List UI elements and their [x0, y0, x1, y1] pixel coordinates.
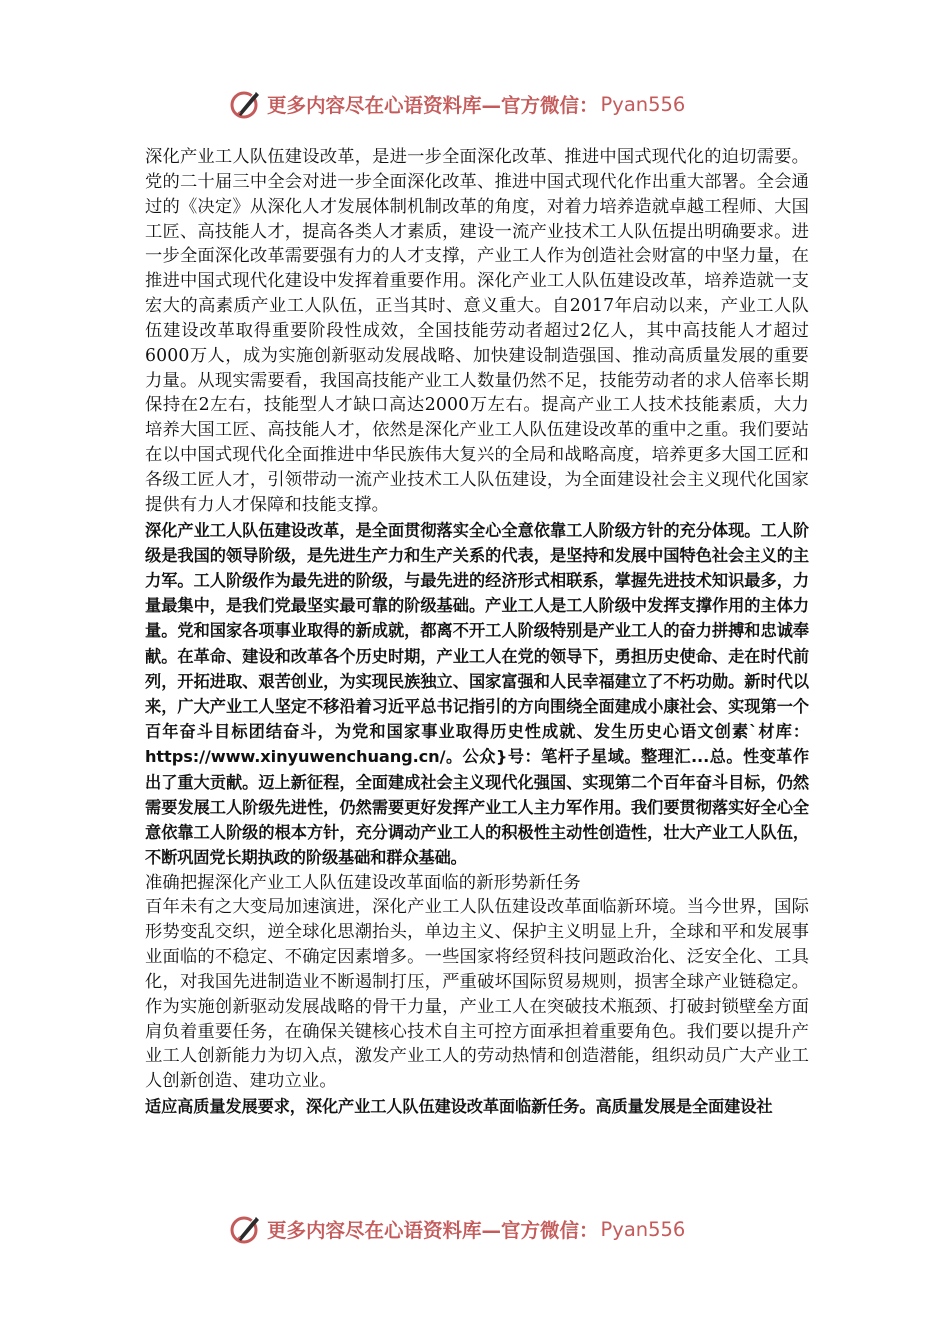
document-body [145, 145, 809, 1119]
footer-banner [229, 1209, 685, 1249]
section-heading: 准确把握深化产业工人队伍建设改革面临的新形势新任务 [145, 872, 581, 893]
paragraph-4: 适应高质量发展要求，深化产业工人队伍建设改革面临新任务。高质量发展是全面建设社 [145, 1097, 773, 1117]
paragraph-1: 深化产业工人队伍建设改革，是进一步全面深化改革、推进中国式现代化的迫切需要。党的二十届三中全会对进一步全面深化改革、推进中国式现代化作出重大部署。全会通过的《决定》从深化人才发展体制机制改革的角度，对着力培养造就卓越工程师、大国工匠、高技能人才，提高各类人才素质，建设一流产业技术工人队伍提出明确要求。进一步全面深化改革需要强有力的人才支撑，产业工人作为创造社会财富的中坚力量，在推进中国式现代化建设中发挥着重要作用。深化产业工人队伍建设改革，培养造就一支宏大的高素质产业工人队伍，正当其时、意义重大。自2017年启动以来，产业工人队伍建设改革取得重要阶段性成效，全国技能劳动者超过2亿人，其中高技能人才超过6000万人，成为实施创新驱动发展战略、加快建设制造强国、推动高质量发展的重要力量。从现实需要看，我国高技能产业工人数量仍然不足，技能劳动者的求人倍率长期保持在2左右，技能型人才缺口高达2000万左右。提高产业工人技术技能素质，大力培养大国工匠、高技能人才，依然是深化产业工人队伍建设改革的重中之重。我们要站在以中国式现代化全面推进中华民族伟大复兴的全局和战略高度，培养更多大国工匠和各级工匠人才，引领带动一流产业技术工人队伍建设，为全面建设社会主义现代化国家提供有力人才保障和技能支撑。 [145, 147, 809, 515]
banner-text: 更多内容尽在心语资料库—官方微信： [267, 94, 599, 117]
paragraph-2: 深化产业工人队伍建设改革，是全面贯彻落实全心全意依靠工人阶级方针的充分体现。工人阶级是我国的领导阶级，是先进生产力和生产关系的代表，是坚持和发展中国特色社会主义的主力军。工人阶级作为最先进的阶级，与最先进的经济形式相联系，掌握先进技术知识最多，力量最集中，是我们党最坚实最可靠的阶级基础。产业工人是工人阶级中发挥支撑作用的主体力量。党和国家各项事业取得的新成就，都离不开工人阶级特别是产业工人的奋力拼搏和忠诚奉献。在革命、建设和改革各个历史时期，产业工人在党的领导下，勇担历史使命、走在时代前列，开拓进取、艰苦创业，为实现民族独立、国家富强和人民幸福建立了不朽功勋。新时代以来，广大产业工人坚定不移沿着习近平总书记指引的方向围绕全面建成小康社会、实现第一个百年奋斗目标团结奋斗，为党和国家事业取得历史性成就、发生历史心语文创素`材库：https://www.xinyuwenchuang.cn/。公众}号：笔杆子星域。整理汇...总。性变革作出了重大贡献。迈上新征程，全面建成社会主义现代化强国、实现第二个百年奋斗目标，仍然需要发展工人阶级先进性，仍然需要更好发挥产业工人主力军作用。我们要贯彻落实好全心全意依靠工人阶级的根本方针，充分调动产业工人的积极性主动性创造性，壮大产业工人队伍，不断巩固党长期执政的阶级基础和群众基础。 [145, 520, 809, 868]
quill-pen-logo-icon [229, 87, 263, 121]
header-banner [229, 84, 685, 124]
banner-wechat-id: Pyan556 [600, 1217, 686, 1241]
banner-wechat-id: Pyan556 [600, 92, 686, 116]
banner-text: 更多内容尽在心语资料库—官方微信： [267, 1219, 599, 1242]
paragraph-3: 百年未有之大变局加速演进，深化产业工人队伍建设改革面临新环境。当今世界，国际形势变乱交织，逆全球化思潮抬头，单边主义、保护主义明显上升，全球和平和发展事业面临的不稳定、不确定因素增多。一些国家将经贸科技问题政治化、泛安全化、工具化，对我国先进制造业不断遏制打压，严重破坏国际贸易规则，损害全球产业链稳定。作为实施创新驱动发展战略的骨干力量，产业工人在突破技术瓶颈、打破封锁壁垒方面肩负着重要任务，在确保关键核心技术自主可控方面承担着重要角色。我们要以提升产业工人创新能力为切入点，激发产业工人的劳动热情和创造潜能，组织动员广大产业工人创新创造、建功立业。 [145, 897, 809, 1092]
quill-pen-logo-icon [229, 1212, 263, 1246]
